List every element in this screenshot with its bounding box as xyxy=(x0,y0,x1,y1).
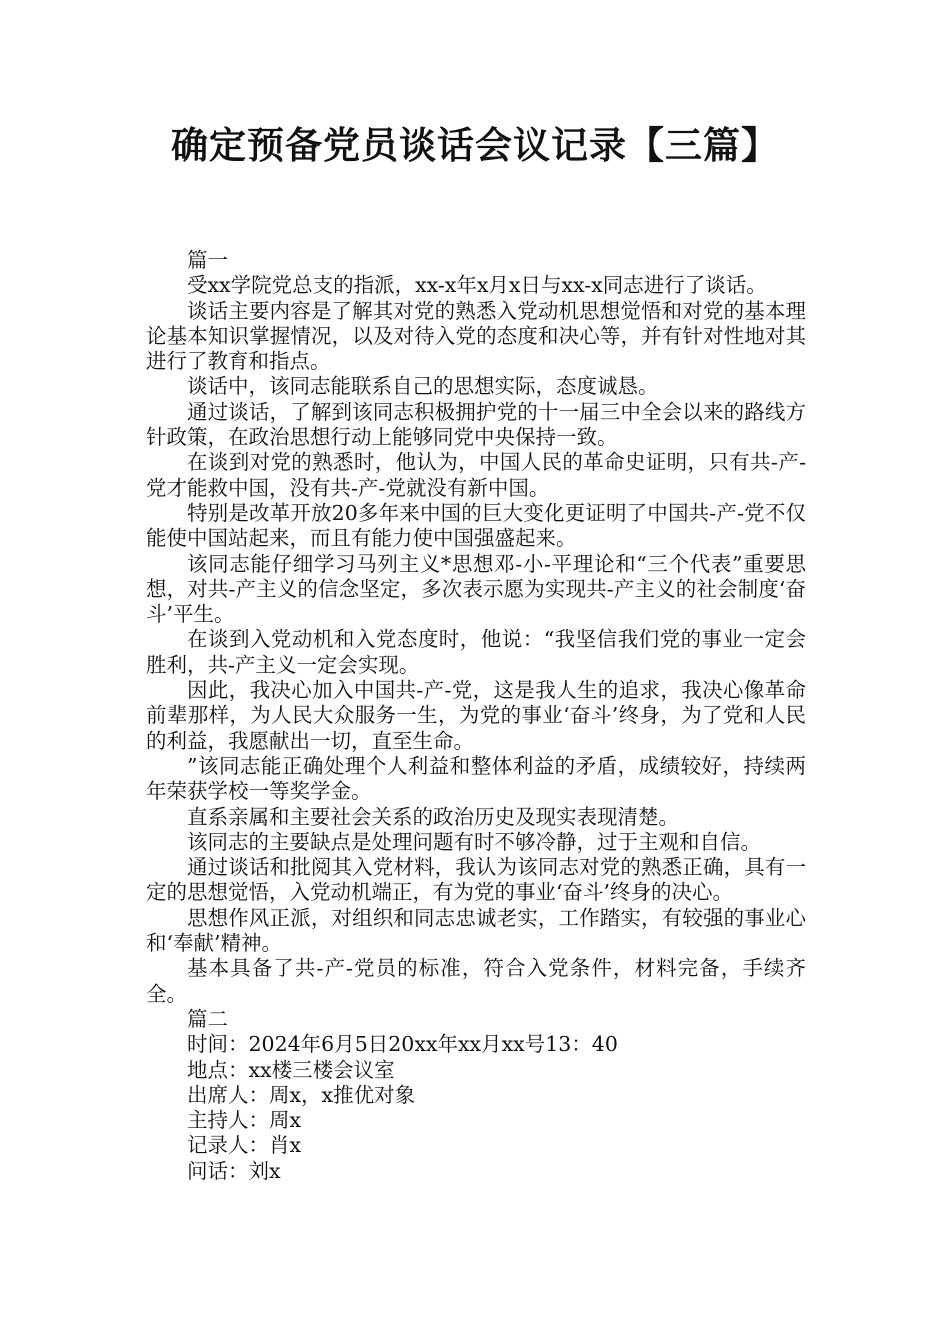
paragraph: 记录人：肖x xyxy=(187,1133,302,1158)
paragraph: 特别是改革开放20多年来中国的巨大变化更证明了中国共-产-党不仅能使中国站起来，而且有能力使中国强盛起来。 xyxy=(146,500,806,551)
paragraph: 谈话主要内容是了解其对党的熟悉入党动机思想觉悟和对党的基本理论基本知识掌握情况，以及对待入党的态度和决心等，并有针对性地对其进行了教育和指点。 xyxy=(146,298,806,374)
paragraph: 篇二 xyxy=(187,1006,228,1031)
paragraph: 地点：xx楼三楼会议室 xyxy=(187,1057,395,1082)
paragraph: 通过谈话，了解到该同志积极拥护党的十一届三中全会以来的路线方针政策，在政治思想行动上能够同党中央保持一致。 xyxy=(146,399,806,450)
paragraph: 主持人：周x xyxy=(187,1108,302,1133)
paragraph: 基本具备了共-产-党员的标准，符合入党条件，材料完备，手续齐全。 xyxy=(146,956,806,1006)
paragraph: 时间：2024年6月5日20xx年xx月xx号13：40 xyxy=(187,1032,618,1057)
paragraph: 思想作风正派，对组织和同志忠诚老实，工作踏实，有较强的事业心和‘奉献’精神。 xyxy=(146,905,806,956)
document-title: 确定预备党员谈话会议记录【三篇】 xyxy=(171,124,779,167)
paragraph: 通过谈话和批阅其入党材料，我认为该同志对党的熟悉正确，具有一定的思想觉悟，入党动机端正，有为党的事业‘奋斗’终身的决心。 xyxy=(146,855,806,905)
paragraph: 直系亲属和主要社会关系的政治历史及现实表现清楚。 xyxy=(187,804,679,829)
paragraph: 谈话中，该同志能联系自己的思想实际，态度诚恳。 xyxy=(187,374,659,399)
paragraph: 出席人：周x，x推优对象 xyxy=(187,1082,416,1107)
paragraph: 问话：刘x xyxy=(187,1158,281,1183)
paragraph: 在谈到入党动机和入党态度时，他说：“我坚信我们党的事业一定会胜利，共-产主义一定会实现。 xyxy=(146,627,806,677)
paragraph: 因此，我决心加入中国共-产-党，这是我人生的追求，我决心像革命前辈那样，为人民大众服务一生，为党的事业‘奋斗’终身，为了党和人民的利益，我愿献出一切，直至生命。 xyxy=(146,678,806,753)
paragraph: 篇一 xyxy=(187,248,228,272)
paragraph: 受xx学院党总支的指派，xx-x年x月x日与xx-x同志进行了谈话。 xyxy=(187,273,767,298)
paragraph: 在谈到对党的熟悉时，他认为，中国人民的革命史证明，只有共-产-党才能救中国，没有共-产-党就没有新中国。 xyxy=(146,450,806,500)
paragraph: 该同志能仔细学习马列主义*思想邓-小-平理论和“三个代表”重要思想，对共-产主义的信念坚定，多次表示愿为实现共-产主义的社会制度‘奋斗’平生。 xyxy=(146,551,806,627)
paragraph: 该同志的主要缺点是处理问题有时不够冷静，过于主观和自信。 xyxy=(187,829,761,854)
document-body xyxy=(146,248,806,1184)
paragraph: ”该同志能正确处理个人利益和整体利益的矛盾，成绩较好，持续两年荣获学校一等奖学金。 xyxy=(146,753,806,804)
